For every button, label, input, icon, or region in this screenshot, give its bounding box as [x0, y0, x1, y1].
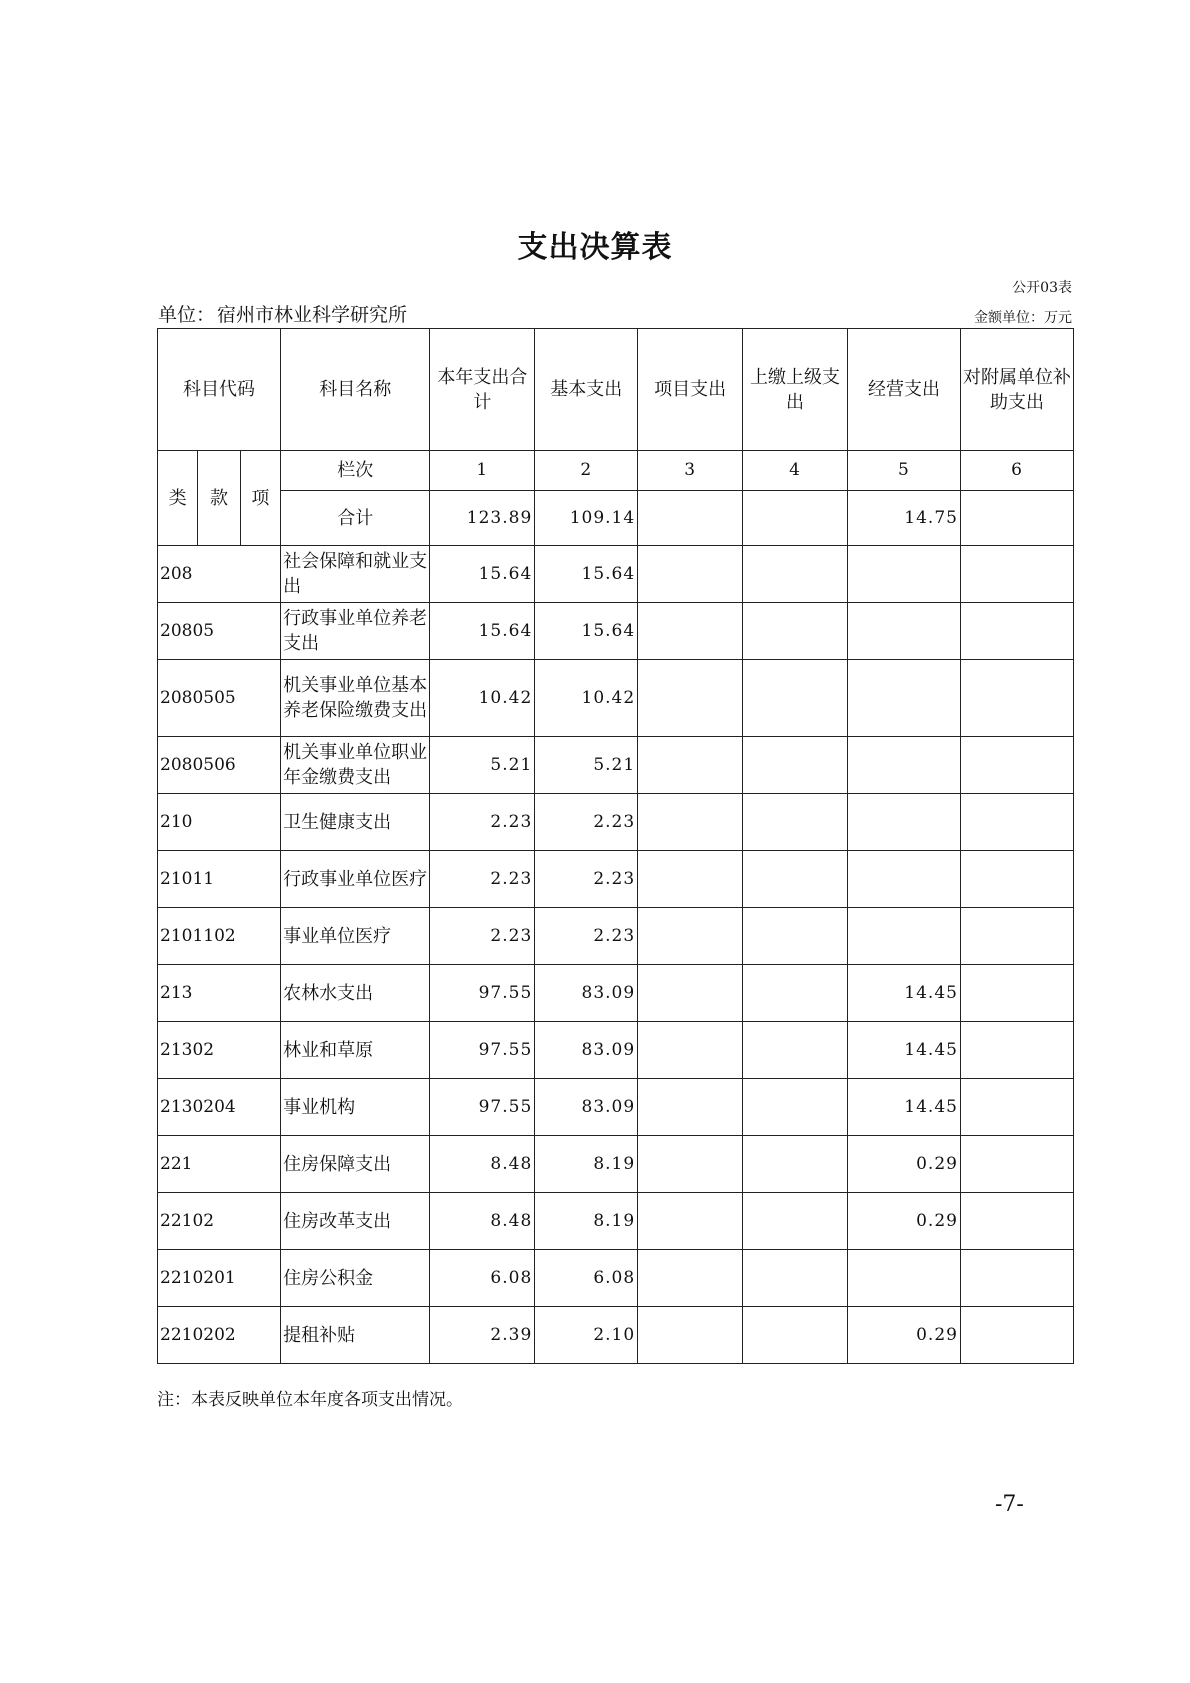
- totals-row: [158, 491, 1074, 546]
- row-business: 0.29: [847, 1307, 960, 1364]
- table-row: [158, 1193, 1074, 1250]
- table-row: [158, 546, 1074, 603]
- row-project: [638, 1250, 743, 1307]
- row-business: [847, 660, 960, 737]
- row-project: [638, 1193, 743, 1250]
- row-code: 21011: [158, 851, 281, 908]
- row-code: 210: [158, 794, 281, 851]
- row-basic: 5.21: [535, 737, 638, 794]
- row-basic: 6.08: [535, 1250, 638, 1307]
- row-basic: 2.23: [535, 851, 638, 908]
- row-upper: [743, 1307, 848, 1364]
- col-num-2: 2: [535, 451, 638, 491]
- row-name: 住房保障支出: [281, 1136, 430, 1193]
- row-business: 14.45: [847, 1022, 960, 1079]
- row-code: 21302: [158, 1022, 281, 1079]
- row-code: 2080506: [158, 737, 281, 794]
- row-business: [847, 603, 960, 660]
- form-number: 公开03表: [1012, 280, 1072, 296]
- row-total: 6.08: [430, 1250, 535, 1307]
- page-number: -7-: [995, 1492, 1024, 1517]
- row-subsidy: [960, 1250, 1073, 1307]
- row-project: [638, 660, 743, 737]
- row-business: [847, 908, 960, 965]
- row-code: 2130204: [158, 1079, 281, 1136]
- row-project: [638, 603, 743, 660]
- row-subsidy: [960, 737, 1073, 794]
- col-num-4: 4: [743, 451, 848, 491]
- header-upper: 上缴上级支出: [743, 329, 848, 451]
- header-project: 项目支出: [638, 329, 743, 451]
- row-name: 机关事业单位职业年金缴费支出: [281, 737, 430, 794]
- totals-subsidy: [960, 491, 1073, 546]
- row-name: 社会保障和就业支出: [281, 546, 430, 603]
- row-total: 2.23: [430, 908, 535, 965]
- row-name: 卫生健康支出: [281, 794, 430, 851]
- row-upper: [743, 660, 848, 737]
- table-row: [158, 660, 1074, 737]
- row-project: [638, 794, 743, 851]
- row-upper: [743, 546, 848, 603]
- row-basic: 2.23: [535, 794, 638, 851]
- row-project: [638, 965, 743, 1022]
- row-upper: [743, 851, 848, 908]
- row-subsidy: [960, 546, 1073, 603]
- row-project: [638, 1307, 743, 1364]
- row-total: 2.39: [430, 1307, 535, 1364]
- row-name: 机关事业单位基本养老保险缴费支出: [281, 660, 430, 737]
- table-row: [158, 908, 1074, 965]
- row-project: [638, 737, 743, 794]
- row-code: 2210202: [158, 1307, 281, 1364]
- unit-label: 单位：: [158, 304, 216, 326]
- unit-line: [158, 300, 409, 327]
- row-name: 住房公积金: [281, 1250, 430, 1307]
- row-subsidy: [960, 1079, 1073, 1136]
- header-name: 科目名称: [281, 329, 430, 451]
- row-total: 97.55: [430, 1022, 535, 1079]
- row-name: 林业和草原: [281, 1022, 430, 1079]
- row-project: [638, 546, 743, 603]
- row-upper: [743, 1250, 848, 1307]
- row-name: 事业单位医疗: [281, 908, 430, 965]
- header-code: 科目代码: [158, 329, 281, 451]
- totals-business: 14.75: [847, 491, 960, 546]
- table-row: [158, 965, 1074, 1022]
- row-name: 事业机构: [281, 1079, 430, 1136]
- row-upper: [743, 908, 848, 965]
- row-basic: 8.19: [535, 1193, 638, 1250]
- header-lanci: 栏次: [281, 451, 430, 491]
- row-subsidy: [960, 794, 1073, 851]
- table-row: [158, 1307, 1074, 1364]
- totals-project: [638, 491, 743, 546]
- row-basic: 83.09: [535, 1022, 638, 1079]
- row-upper: [743, 965, 848, 1022]
- header-xiang: 项: [240, 451, 280, 546]
- totals-upper: [743, 491, 848, 546]
- row-business: 0.29: [847, 1193, 960, 1250]
- table-row: [158, 1022, 1074, 1079]
- row-total: 15.64: [430, 603, 535, 660]
- col-num-3: 3: [638, 451, 743, 491]
- table-row: [158, 1250, 1074, 1307]
- row-subsidy: [960, 660, 1073, 737]
- row-code: 208: [158, 546, 281, 603]
- row-project: [638, 908, 743, 965]
- col-num-5: 5: [847, 451, 960, 491]
- row-basic: 83.09: [535, 1079, 638, 1136]
- row-project: [638, 1136, 743, 1193]
- row-subsidy: [960, 965, 1073, 1022]
- row-total: 15.64: [430, 546, 535, 603]
- header-business: 经营支出: [847, 329, 960, 451]
- row-code: 22102: [158, 1193, 281, 1250]
- page-title: 支出决算表: [517, 230, 673, 265]
- row-total: 97.55: [430, 965, 535, 1022]
- row-upper: [743, 1193, 848, 1250]
- row-upper: [743, 1136, 848, 1193]
- row-name: 农林水支出: [281, 965, 430, 1022]
- row-business: [847, 794, 960, 851]
- table-row: [158, 737, 1074, 794]
- table-row: [158, 603, 1074, 660]
- row-code: 2101102: [158, 908, 281, 965]
- row-subsidy: [960, 908, 1073, 965]
- totals-basic: 109.14: [535, 491, 638, 546]
- row-code: 213: [158, 965, 281, 1022]
- row-upper: [743, 1022, 848, 1079]
- row-business: [847, 546, 960, 603]
- amount-unit: 金额单位：万元: [974, 310, 1072, 326]
- row-basic: 2.23: [535, 908, 638, 965]
- row-basic: 10.42: [535, 660, 638, 737]
- header-lei: 类: [158, 451, 198, 546]
- row-code: 2080505: [158, 660, 281, 737]
- table-note: 注：本表反映单位本年度各项支出情况。: [157, 1390, 463, 1410]
- row-upper: [743, 737, 848, 794]
- row-code: 221: [158, 1136, 281, 1193]
- row-business: 14.45: [847, 1079, 960, 1136]
- row-total: 10.42: [430, 660, 535, 737]
- table-row: [158, 851, 1074, 908]
- table-row: [158, 1079, 1074, 1136]
- row-total: 5.21: [430, 737, 535, 794]
- row-basic: 83.09: [535, 965, 638, 1022]
- totals-label: 合计: [281, 491, 430, 546]
- header-basic: 基本支出: [535, 329, 638, 451]
- row-total: 97.55: [430, 1079, 535, 1136]
- row-project: [638, 1079, 743, 1136]
- row-code: 2210201: [158, 1250, 281, 1307]
- unit-value: 宿州市林业科学研究所: [217, 304, 408, 326]
- col-num-1: 1: [430, 451, 535, 491]
- row-subsidy: [960, 603, 1073, 660]
- row-subsidy: [960, 1136, 1073, 1193]
- row-project: [638, 1022, 743, 1079]
- table-row: [158, 1136, 1074, 1193]
- col-num-6: 6: [960, 451, 1073, 491]
- row-basic: 15.64: [535, 546, 638, 603]
- table-row: [158, 794, 1074, 851]
- row-business: 0.29: [847, 1136, 960, 1193]
- header-total: 本年支出合计: [430, 329, 535, 451]
- totals-total: 123.89: [430, 491, 535, 546]
- row-subsidy: [960, 1307, 1073, 1364]
- row-basic: 8.19: [535, 1136, 638, 1193]
- row-subsidy: [960, 1193, 1073, 1250]
- row-name: 住房改革支出: [281, 1193, 430, 1250]
- row-total: 2.23: [430, 851, 535, 908]
- row-name: 行政事业单位医疗: [281, 851, 430, 908]
- row-name: 提租补贴: [281, 1307, 430, 1364]
- column-index-row: [158, 451, 1074, 491]
- expenditure-table: [157, 328, 1074, 1364]
- row-total: 8.48: [430, 1136, 535, 1193]
- row-project: [638, 851, 743, 908]
- row-business: [847, 851, 960, 908]
- row-basic: 2.10: [535, 1307, 638, 1364]
- row-subsidy: [960, 851, 1073, 908]
- row-code: 20805: [158, 603, 281, 660]
- row-total: 8.48: [430, 1193, 535, 1250]
- header-subsidy: 对附属单位补助支出: [960, 329, 1073, 451]
- row-upper: [743, 603, 848, 660]
- row-business: 14.45: [847, 965, 960, 1022]
- row-name: 行政事业单位养老支出: [281, 603, 430, 660]
- header-kuan: 款: [198, 451, 240, 546]
- row-total: 2.23: [430, 794, 535, 851]
- row-upper: [743, 794, 848, 851]
- row-upper: [743, 1079, 848, 1136]
- row-subsidy: [960, 1022, 1073, 1079]
- row-basic: 15.64: [535, 603, 638, 660]
- header-row: [158, 329, 1074, 451]
- row-business: [847, 737, 960, 794]
- row-business: [847, 1250, 960, 1307]
